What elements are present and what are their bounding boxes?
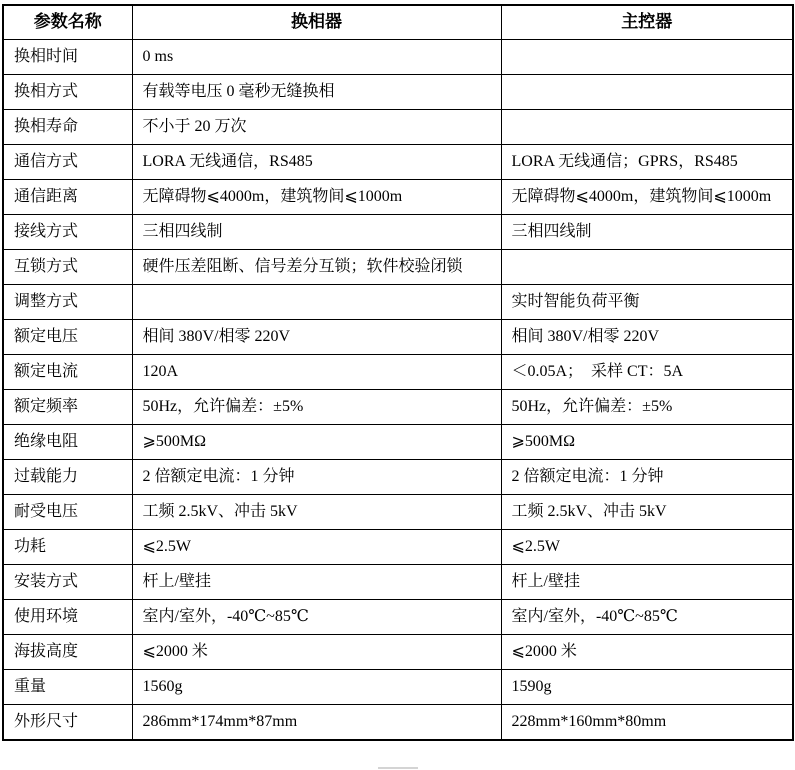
table-row: [3, 635, 793, 670]
main-controller-cell: 室内/室外，-40℃~85℃: [501, 600, 793, 635]
main-controller-cell: 无障碍物⩽4000m，建筑物间⩽1000m: [501, 180, 793, 215]
phase-changer-cell: ⩾500MΩ: [132, 425, 501, 460]
table-row: [3, 320, 793, 355]
param-cell: 过载能力: [3, 460, 132, 495]
param-cell: 绝缘电阻: [3, 425, 132, 460]
header-phase-changer: 换相器: [132, 5, 501, 40]
table-row: [3, 250, 793, 285]
phase-changer-cell: ⩽2000 米: [132, 635, 501, 670]
param-cell: 额定频率: [3, 390, 132, 425]
main-controller-cell: ＜0.05A； 采样 CT：5A: [501, 355, 793, 390]
param-cell: 耐受电压: [3, 495, 132, 530]
phase-changer-cell: 工频 2.5kV、冲击 5kV: [132, 495, 501, 530]
cut-off-caption-fragment: [378, 767, 418, 769]
table-row: [3, 390, 793, 425]
table-row: [3, 285, 793, 320]
table-row: [3, 75, 793, 110]
phase-changer-cell: 2 倍额定电流：1 分钟: [132, 460, 501, 495]
phase-changer-cell: 1560g: [132, 670, 501, 705]
param-cell: 使用环境: [3, 600, 132, 635]
phase-changer-cell: 杆上/壁挂: [132, 565, 501, 600]
main-controller-cell: 1590g: [501, 670, 793, 705]
table-row: [3, 145, 793, 180]
phase-changer-cell: ⩽2.5W: [132, 530, 501, 565]
main-controller-cell: 228mm*160mm*80mm: [501, 705, 793, 741]
main-controller-cell: 杆上/壁挂: [501, 565, 793, 600]
param-cell: 换相方式: [3, 75, 132, 110]
phase-changer-cell: 三相四线制: [132, 215, 501, 250]
param-cell: 接线方式: [3, 215, 132, 250]
table-row: [3, 110, 793, 145]
main-controller-cell: ⩽2000 米: [501, 635, 793, 670]
table-row: [3, 530, 793, 565]
table-row: [3, 670, 793, 705]
param-cell: 重量: [3, 670, 132, 705]
param-cell: 换相时间: [3, 40, 132, 75]
main-controller-cell: LORA 无线通信；GPRS，RS485: [501, 145, 793, 180]
phase-changer-cell: 120A: [132, 355, 501, 390]
table-row: [3, 215, 793, 250]
header-param-name: 参数名称: [3, 5, 132, 40]
main-controller-cell: 实时智能负荷平衡: [501, 285, 793, 320]
phase-changer-cell: 286mm*174mm*87mm: [132, 705, 501, 741]
phase-changer-cell: 相间 380V/相零 220V: [132, 320, 501, 355]
main-controller-cell: [501, 40, 793, 75]
table-row: [3, 565, 793, 600]
param-cell: 通信距离: [3, 180, 132, 215]
param-cell: 通信方式: [3, 145, 132, 180]
table-row: [3, 180, 793, 215]
phase-changer-cell: 不小于 20 万次: [132, 110, 501, 145]
main-controller-cell: 相间 380V/相零 220V: [501, 320, 793, 355]
phase-changer-cell: 50Hz，允许偏差：±5%: [132, 390, 501, 425]
main-controller-cell: ⩽2.5W: [501, 530, 793, 565]
main-controller-cell: 三相四线制: [501, 215, 793, 250]
phase-changer-cell: [132, 285, 501, 320]
main-controller-cell: [501, 250, 793, 285]
param-cell: 海拔高度: [3, 635, 132, 670]
param-cell: 安装方式: [3, 565, 132, 600]
table-row: [3, 40, 793, 75]
table-row: [3, 355, 793, 390]
phase-changer-cell: 无障碍物⩽4000m，建筑物间⩽1000m: [132, 180, 501, 215]
param-cell: 换相寿命: [3, 110, 132, 145]
table-row: [3, 600, 793, 635]
param-cell: 额定电压: [3, 320, 132, 355]
param-cell: 功耗: [3, 530, 132, 565]
main-controller-cell: [501, 110, 793, 145]
main-controller-cell: [501, 75, 793, 110]
param-cell: 外形尺寸: [3, 705, 132, 741]
main-controller-cell: 50Hz，允许偏差：±5%: [501, 390, 793, 425]
header-row: [3, 5, 793, 40]
phase-changer-cell: 0 ms: [132, 40, 501, 75]
phase-changer-cell: LORA 无线通信，RS485: [132, 145, 501, 180]
main-controller-cell: 2 倍额定电流：1 分钟: [501, 460, 793, 495]
table-row: [3, 495, 793, 530]
table-row: [3, 425, 793, 460]
param-cell: 额定电流: [3, 355, 132, 390]
phase-changer-cell: 有载等电压 0 毫秒无缝换相: [132, 75, 501, 110]
table-row: [3, 460, 793, 495]
header-main-controller: 主控器: [501, 5, 793, 40]
main-controller-cell: ⩾500MΩ: [501, 425, 793, 460]
table-row: [3, 705, 793, 741]
main-controller-cell: 工频 2.5kV、冲击 5kV: [501, 495, 793, 530]
phase-changer-cell: 室内/室外，-40℃~85℃: [132, 600, 501, 635]
spec-table: [2, 4, 794, 741]
phase-changer-cell: 硬件压差阻断、信号差分互锁；软件校验闭锁: [132, 250, 501, 285]
param-cell: 调整方式: [3, 285, 132, 320]
param-cell: 互锁方式: [3, 250, 132, 285]
